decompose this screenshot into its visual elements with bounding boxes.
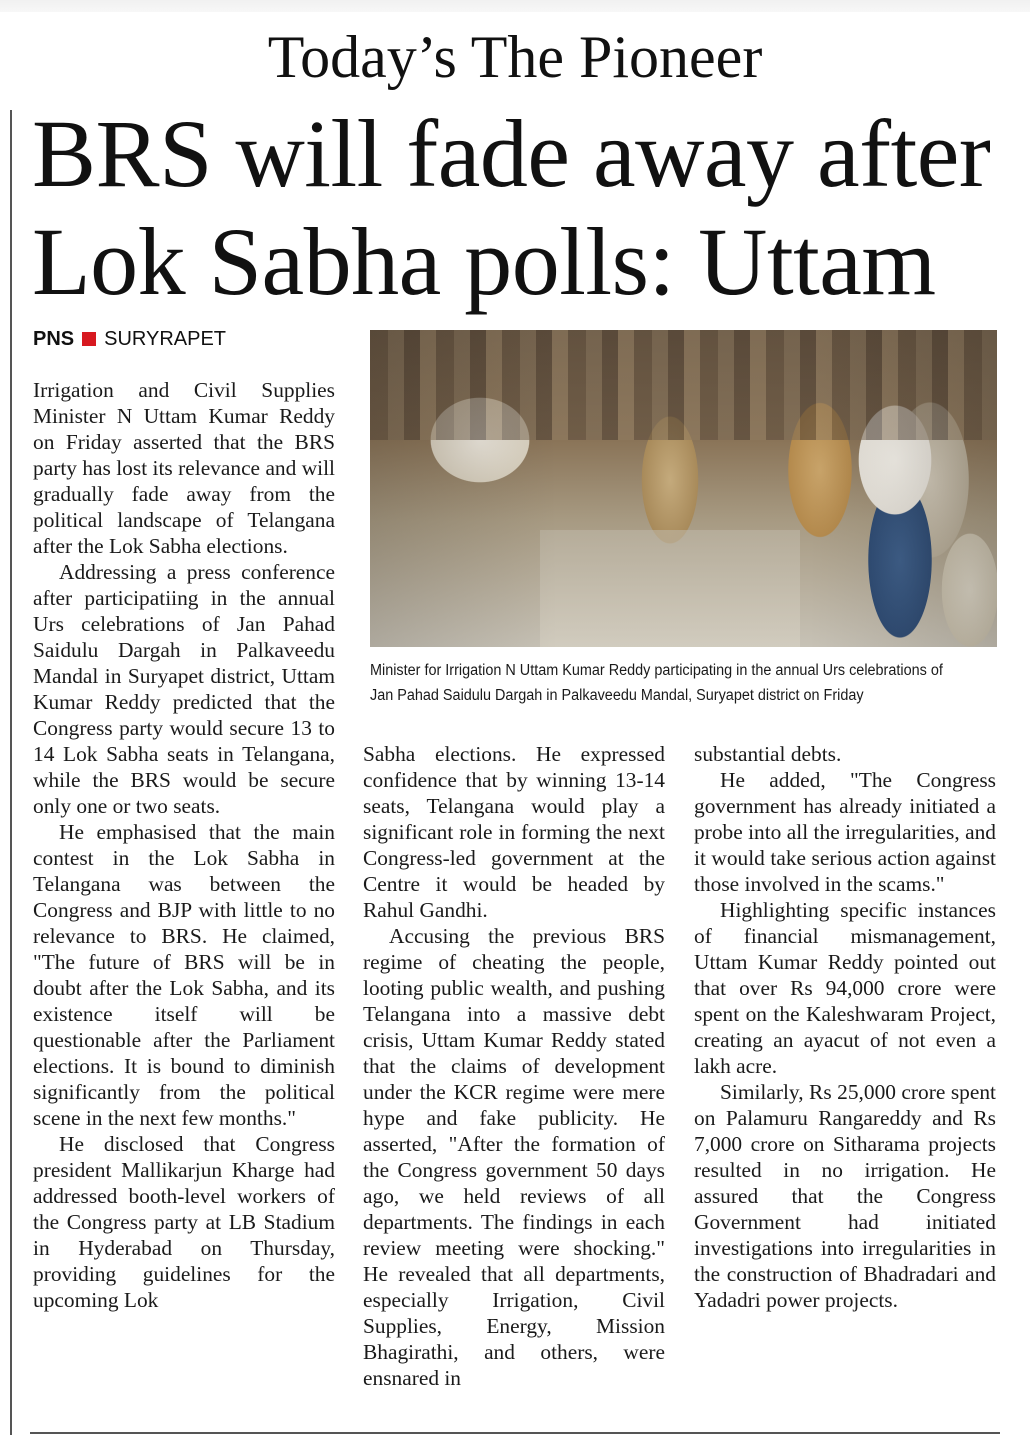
article-paragraph: He emphasised that the main contest in the Lok Sabha in Telangana was between the Congress and BJP with little to no relevance to BRS. He claimed, "The future of BRS will be in doubt after the Lok Sabha, and its existence itself will be questionable after the Parliament elections. It is bound to diminish significantly from the political scene in the next few months." xyxy=(33,820,335,1130)
article-column-2 xyxy=(363,741,665,1421)
byline-agency: PNS xyxy=(33,328,75,350)
masthead-background-bleed xyxy=(0,0,1030,12)
article-column-3 xyxy=(694,741,996,1421)
news-photo xyxy=(370,330,997,647)
masthead-title: Today’s The Pioneer xyxy=(267,24,763,90)
photo-caption-line-1: Minister for Irrigation N Uttam Kumar Reddy participating in the annual Urs celebrations of xyxy=(370,662,943,679)
left-column-rule xyxy=(10,110,12,1435)
headline xyxy=(32,100,1022,316)
article-paragraph: Irrigation and Civil Supplies Minister N Uttam Kumar Reddy on Friday asserted that the BRS party has lost its relevance and will gradually fade away from the political landscape of Telangana after the Lok Sabha elections. xyxy=(33,378,335,558)
article-paragraph: Addressing a press conference after participatiing in the annual Urs celebrations of Jan Pahad Saidulu Dargah in Palkaveedu Mandal in Suryapet district, Uttam Kumar Reddy predicted that the Congress party would secure 13 to 14 Lok Sabha seats in Telangana, while the BRS would be secure only one or two seats. xyxy=(33,560,335,818)
article-paragraph: Similarly, Rs 25,000 crore spent on Palamuru Rangareddy and Rs 7,000 crore on Sitharama projects resulted in no irrigation. He assured that the Congress Government had initiated investigations into irregularities in the construction of Bhadradari and Yadadri power projects. xyxy=(694,1080,996,1312)
article-paragraph: He disclosed that Congress president Mallikarjun Kharge had addressed booth-level workers of the Congress party at LB Stadium in Hyderabad on Thursday, providing guidelines for the upcoming Lok xyxy=(33,1132,335,1312)
byline xyxy=(33,326,226,352)
photo-vignette xyxy=(370,330,997,647)
article-paragraph: Sabha elections. He expressed confidence that by winning 13-14 seats, Telangana would play a significant role in forming the next Congress-led government at the Centre it would be headed by Rahul Gandhi. xyxy=(363,742,665,922)
bottom-rule xyxy=(30,1432,1000,1434)
byline-location: SURYRAPET xyxy=(104,328,227,350)
article-column-1 xyxy=(33,377,335,1422)
article-paragraph: substantial debts. xyxy=(694,742,842,766)
article-paragraph: He added, "The Congress government has already initiated a probe into all the irregularities, and it would take serious action against those involved in the scams." xyxy=(694,768,996,896)
photo-caption-line-2: Jan Pahad Saidulu Dargah in Palkaveedu Mandal, Suryapet district on Friday xyxy=(370,687,864,704)
headline-line-2: Lok Sabha polls: Uttam xyxy=(32,208,936,315)
headline-line-1: BRS will fade away after xyxy=(32,100,991,207)
article-paragraph: Highlighting specific instances of financial mismanagement, Uttam Kumar Reddy pointed out that over Rs 94,000 crore were spent on the Kaleshwaram Project, creating an ayacut of not even a lakh acre. xyxy=(694,898,996,1078)
photo-caption xyxy=(370,658,965,708)
masthead xyxy=(0,0,1030,95)
article-paragraph: Accusing the previous BRS regime of cheating the people, looting public wealth, and pushing Telangana into a massive debt crisis, Uttam Kumar Reddy stated that the claims of development under the KCR regime were mere hype and fake publicity. He asserted, "After the formation of the Congress government 50 days ago, we held reviews of all departments. The findings in each review meeting were shocking." He revealed that all departments, especially Irrigation, Civil Supplies, Energy, Mission Bhagirathi, and others, were ensnared in xyxy=(363,924,665,1390)
red-square-icon xyxy=(82,332,96,346)
